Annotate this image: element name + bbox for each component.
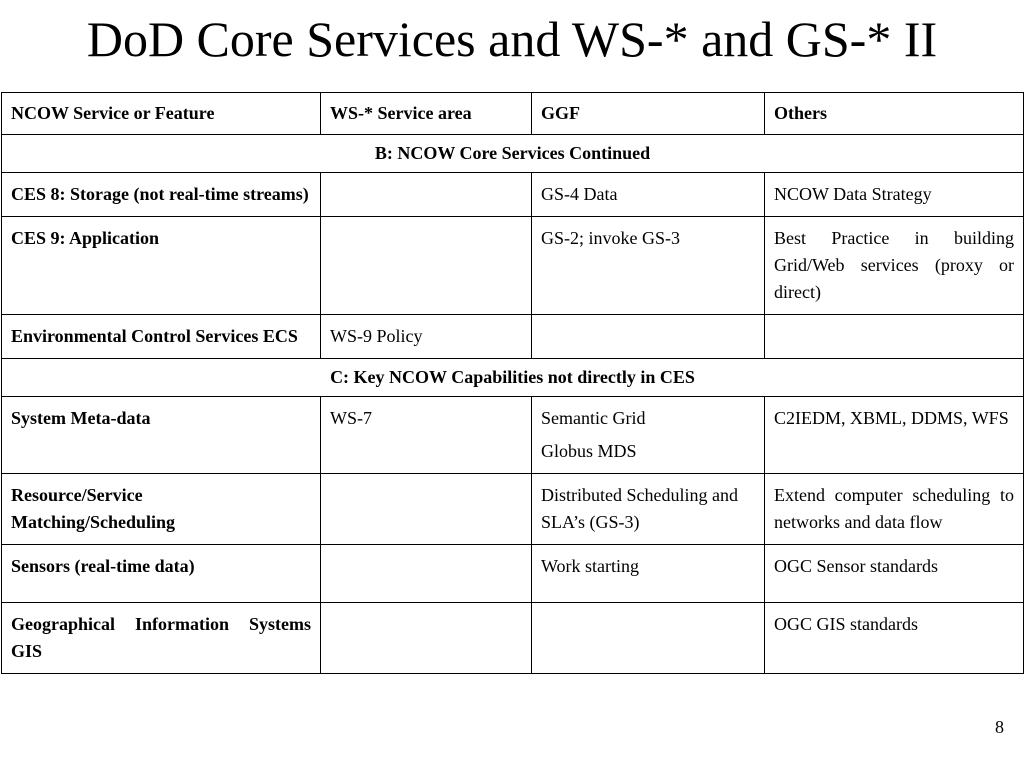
row-ecs-feature: Environmental Control Services ECS (2, 315, 321, 359)
header-feature: NCOW Service or Feature (2, 93, 321, 135)
table-row (2, 315, 1024, 359)
row-meta-ggf (532, 397, 765, 474)
section-c-label: C: Key NCOW Capabilities not directly in CES (2, 359, 1024, 397)
row-meta-ws: WS-7 (321, 397, 532, 474)
row-sensors-feature: Sensors (real-time data) (2, 545, 321, 603)
row-sensors-ws (321, 545, 532, 603)
section-row-b (2, 135, 1024, 173)
row-ces9-ggf: GS-2; invoke GS-3 (532, 217, 765, 315)
table-row (2, 397, 1024, 474)
row-ecs-others (765, 315, 1024, 359)
row-gis-feature: Geographical Information Systems GIS (2, 603, 321, 674)
table-header-row (2, 93, 1024, 135)
row-ces8-ggf: GS-4 Data (532, 173, 765, 217)
row-ecs-ggf (532, 315, 765, 359)
row-gis-ws (321, 603, 532, 674)
row-ces9-ws (321, 217, 532, 315)
table-row (2, 603, 1024, 674)
row-meta-ggf-line-1: Semantic Grid (541, 408, 646, 428)
header-others: Others (765, 93, 1024, 135)
row-ces8-feature: CES 8: Storage (not real-time streams) (2, 173, 321, 217)
section-row-c (2, 359, 1024, 397)
row-ces9-others: Best Practice in building Grid/Web services (proxy or direct) (765, 217, 1024, 315)
section-b-label: B: NCOW Core Services Continued (2, 135, 1024, 173)
table-row (2, 545, 1024, 603)
row-gis-others: OGC GIS standards (765, 603, 1024, 674)
row-meta-others: C2IEDM, XBML, DDMS, WFS (765, 397, 1024, 474)
row-resource-feature: Resource/Service Matching/Scheduling (2, 474, 321, 545)
row-sensors-ggf: Work starting (532, 545, 765, 603)
table-row (2, 217, 1024, 315)
header-ggf: GGF (532, 93, 765, 135)
row-meta-feature: System Meta-data (2, 397, 321, 474)
row-resource-ggf: Distributed Scheduling and SLA’s (GS-3) (532, 474, 765, 545)
row-ces9-feature: CES 9: Application (2, 217, 321, 315)
row-sensors-others: OGC Sensor standards (765, 545, 1024, 603)
services-table (1, 92, 1024, 674)
row-resource-others: Extend computer scheduling to networks and data flow (765, 474, 1024, 545)
table-row (2, 173, 1024, 217)
page-number: 8 (995, 717, 1004, 737)
header-ws: WS-* Service area (321, 93, 532, 135)
slide-title: DoD Core Services and WS-* and GS-* II (86, 11, 938, 67)
row-ces8-ws (321, 173, 532, 217)
row-resource-ws (321, 474, 532, 545)
row-ecs-ws: WS-9 Policy (321, 315, 532, 359)
row-meta-ggf-line-2: Globus MDS (541, 441, 637, 461)
row-gis-ggf (532, 603, 765, 674)
table-row (2, 474, 1024, 545)
row-ces8-others: NCOW Data Strategy (765, 173, 1024, 217)
